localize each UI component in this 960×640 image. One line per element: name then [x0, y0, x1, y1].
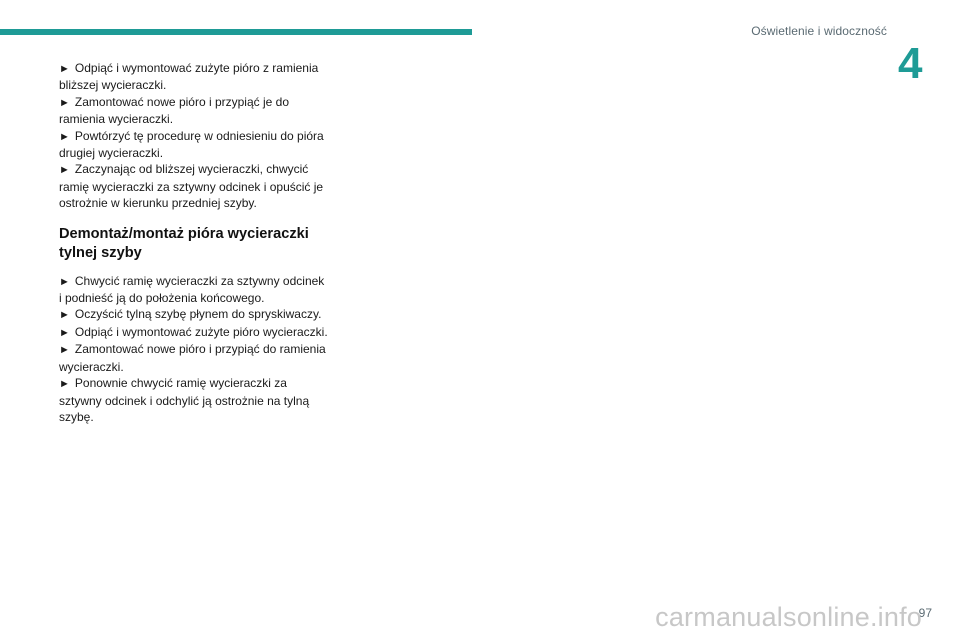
step-item	[59, 94, 329, 128]
bullet-arrow-icon: ►	[59, 309, 70, 322]
bullet-arrow-icon: ►	[59, 164, 70, 177]
step-item	[59, 60, 329, 94]
header-accent-bar	[0, 29, 472, 35]
bullet-arrow-icon: ►	[59, 275, 70, 288]
step-text: Chwycić ramię wycieraczki za sztywny odcinek i podnieść ją do położenia końcowego.	[59, 273, 325, 306]
bullet-arrow-icon: ►	[59, 344, 70, 357]
step-item	[59, 161, 329, 211]
step-text: Odpiąć i wymontować zużyte pióro z ramienia bliższej wycieraczki.	[59, 61, 319, 93]
step-item	[59, 341, 329, 375]
step-item	[59, 324, 329, 341]
bullet-arrow-icon: ►	[59, 63, 70, 75]
step-item	[59, 375, 329, 425]
step-text: Zaczynając od bliższej wycieraczki, chwycić ramię wycieraczki za sztywny odcinek i opuścić je ostrożnie w kierunku przedniej szyby.	[59, 162, 324, 211]
step-text: Ponownie chwycić ramię wycieraczki za sztywny odcinek i odchylić ją ostrożnie na tylną szybę.	[59, 376, 310, 424]
bullet-arrow-icon: ►	[59, 130, 70, 143]
step-text: Zamontować nowe pióro i przypiąć do ramienia wycieraczki.	[59, 342, 326, 374]
bullet-arrow-icon: ►	[59, 96, 70, 109]
step-text: Powtórzyć tę procedurę w odniesieniu do pióra drugiej wycieraczki.	[59, 128, 324, 161]
section-title: Oświetlenie i widoczność	[751, 24, 887, 38]
content-column	[59, 60, 329, 425]
watermark-text: carmanualsonline.info	[655, 602, 922, 632]
step-text: Zamontować nowe pióro i przypiąć je do ramienia wycieraczki.	[59, 94, 289, 127]
step-text: Odpiąć i wymontować zużyte pióro wycieraczki.	[74, 324, 328, 339]
step-item	[59, 128, 329, 162]
steps-front-list	[59, 60, 329, 212]
chapter-number: 4	[898, 39, 923, 88]
bullet-arrow-icon: ►	[59, 378, 70, 391]
subheading-rear-wiper: Demontaż/montaż pióra wycieraczki tylnej szyby	[59, 225, 309, 261]
step-item	[59, 306, 329, 323]
steps-rear-list	[59, 273, 329, 426]
bullet-arrow-icon: ►	[59, 326, 70, 339]
page-number: 97	[918, 606, 932, 620]
step-item	[59, 273, 329, 307]
step-text: Oczyścić tylną szybę płynem do spryskiwaczy.	[74, 307, 322, 322]
